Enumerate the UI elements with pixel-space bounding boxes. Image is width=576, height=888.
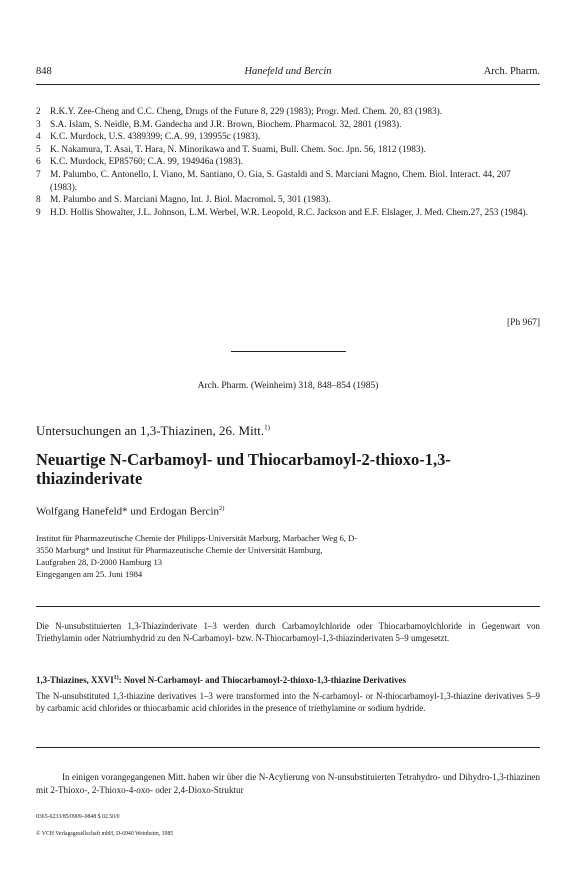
english-title: 1,3-Thiazines, XXVI$^{1)}$: Novel N-Carbamoyl- and Thiocarbamoyl-2-thioxo-1,3-thiazine Derivatives [36,675,406,685]
citation-line: Arch. Pharm. (Weinheim) 318, 848–854 (1985) [197,381,379,391]
journal-short: Arch. Pharm. [483,66,540,77]
affiliation-block [36,532,540,580]
reference-item: 8 M. Palumbo and S. Marciani Magno, Int. J. Biol. Macromol. 5, 301 (1983). [36,195,331,206]
running-title: Hanefeld und Bercin [244,66,332,77]
affiliation-line: Laufgraben 28, D-2000 Hamburg 13 [36,557,163,567]
affiliation-line: 3550 Marburg* und Institut für Pharmazeutische Chemie der Universität Hamburg, [36,545,323,555]
affiliation-line: Institut für Pharmazeutische Chemie der Philipps-Universität Marburg, Marbacher Weg 6, D- [36,533,358,543]
reference-item: 4 K.C. Murdock, U.S. 4389399; C.A. 99, 139955c (1983). [36,132,261,143]
author-line: Wolfgang Hanefeld* und Erdogan Bercin$^{2)}$ [36,505,225,518]
reference-item: 3 S.A. Islam, S. Neidle, B.M. Gandecha and J.R. Brown, Biochem. Pharmacol. 32, 2801 (1983). [36,119,402,130]
abstract-top-rule [36,606,540,607]
page-number: 848 [36,66,52,77]
reference-list [36,106,540,219]
reference-item: 5 K. Nakamura, T. Asai, T. Hara, N. Minorikawa and T. Suami, Bull. Chem. Soc. Jpn. 56, 1812 (1983). [36,144,426,155]
separator-rule [231,351,346,352]
received-date: Eingegangen am 25. Juni 1984 [36,569,143,579]
manuscript-tag: [Ph 967] [507,318,540,328]
footer-code: 0365-6233/85/0909–0848 $ 02.50/0 [36,814,120,820]
reference-item: 7 M. Palumbo, C. Antonello, I. Viano, M. Santiano, O. Gia, S. Gastaldi and S. Marciani Magno, Chem. Biol. Interact. 44, 207 (1983). [36,169,511,193]
reference-item: 6 K.C. Murdock, EP85760; C.A. 99, 194946a (1983). [36,157,243,168]
footer-copyright: © VCH Verlagsgesellschaft mbH, D-6940 Weinheim, 1985 [36,831,174,837]
abstract-german: Die N-unsubstituierten 1,3-Thiazinderivate 1–3 werden durch Carbamoylchloride oder Thiocarbamoylchloride in Gegenwart von Triethylamin oder Natriumhydrid zu den N-Carbamoyl- bzw. N-Thiocarbamoyl-1,3-thiazinderivaten 5–9 umgesetzt. [36,621,540,644]
series-title: Untersuchungen an 1,3-Thiazinen, 26. Mitt.$^{1)}$ [36,423,271,438]
body-paragraph: In einigen vorangegangenen Mitt. haben wir über die N-Acylierung von N-unsubstituierten Tetrahydro- und Dihydro-1,3-thiazinen mit 2-Thioxo-, 2-Thioxo-4-oxo- oder 2,4-Dioxo-Struktur [36,772,540,795]
running-header [36,66,540,82]
reference-item: 9 H.D. Hollis Showalter, J.L. Johnson, L.M. Werbel, W.R. Leopold, R.C. Jackson and E.F. Elslager, J. Med. Chem.27, 253 (1984). [36,207,528,218]
header-rule [36,84,540,85]
abstract-english: The N-unsubstituted 1,3-thiazine derivatives 1–3 were transformed into the N-carbamoyl- or N-thiocarbamoyl-1,3-thiazine derivatives 5–9 by carbamic acid chlorides or thiocarbamic acid chlorides in the presence of triethylamine or sodium hydride. [36,691,540,714]
abstract-bottom-rule [36,747,540,748]
article-title: Neuartige N-Carbamoyl- und Thiocarbamoyl-2-thioxo-1,3-thiazinderivate [36,450,451,488]
series-footnote-marker: 1) [264,423,271,432]
reference-item: 2 R.K.Y. Zee-Cheng and C.C. Cheng, Drugs of the Future 8, 229 (1983); Progr. Med. Chem. 20, 83 (1983). [36,107,443,117]
